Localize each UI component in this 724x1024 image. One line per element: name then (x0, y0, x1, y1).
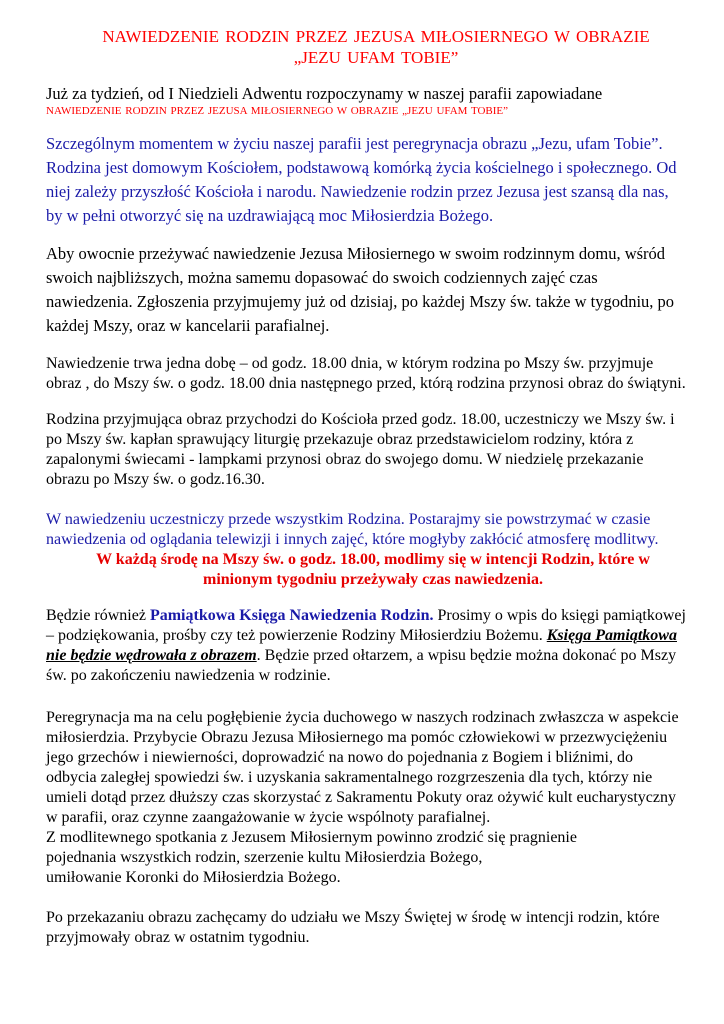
paragraph-closing: Po przekazaniu obrazu zachęcamy do udziału we Mszy Świętej w środę w intencji rodzin, które przyjmowały obraz w ostatnim tygodniu. (46, 909, 660, 946)
document-title (46, 26, 686, 68)
paragraph-memorial-book (46, 606, 686, 686)
paragraph-peregrination: Szczególnym momentem w życiu naszej parafii jest peregrynacja obrazu „Jezu, ufam Tobie”. Rodzina jest domowym Kościołem, podstawową komórką życia kościelnego i społecznego. Od niej zależy przyszłość Kościoła i narodu. Nawiedzenie rodzin przez Jezusa jest szansą dla nas, by w pełni otworzyć się na uzdrawiającą moc Miłosierdzia Bożego. (46, 134, 677, 225)
wednesday-prayer-note (46, 550, 686, 590)
paragraph-registration: Aby owocnie przeżywać nawiedzenie Jezusa Miłosiernego w swoim rodzinnym domu, wśród swoich najbliższych, można samemu dopasować do swoich codziennych zajęć czas nawiedzenia. Zgłoszenia przyjmujemy już od dzisiaj, po każdej Mszy św. także w tygodniu, po każdej Mszy, oraz w kancelarii parafialnej. (46, 244, 675, 335)
memorial-book-location: . Będzie przed ołtarzem, a wpisu będzie można dokonać po Mszy św. po zakończeniu nawiedzenia w rodzinie. (46, 647, 677, 684)
memorial-book-notice: Księga Pamiątkowa nie będzie wędrowała z obrazem (46, 627, 677, 664)
intro-text: Już za tydzień, od I Niedzieli Adwentu rozpoczynamy w naszej parafii zapowiadane (46, 84, 603, 103)
wednesday-note-line-1: W każdą środę na Mszy św. o godz. 18.00, modlimy się w intencji Rodzin, które w (96, 551, 650, 568)
prayer-meeting-line-3: umiłowanie Koronki do Miłosierdzia Bożego. (46, 869, 341, 886)
title-line-1: NAWIEDZENIE RODZIN PRZEZ JEZUSA MIŁOSIERNEGO W OBRAZIE (102, 27, 650, 46)
memorial-book-title: Pamiątkowa Księga Nawiedzenia Rodzin. (149, 607, 434, 624)
paragraph-purpose: Peregrynacja ma na celu pogłębienie życia duchowego w naszych rodzinach zwłaszcza w aspekcie miłosierdzia. Przybycie Obrazu Jezusa Miłosiernego ma pomóc człowiekowi w przezwyciężeniu jego grzechów i niewierności, doprowadzić na nowo do pojednania z Bogiem i bliźnimi, do odbycia zaległej spowiedzi św. i uzyskania sakramentalnego rozgrzeszenia dla tych, którzy nie umieli dotąd przez dłuższy czas skorzystać z Sakramentu Pokuty oraz ożywić kult eucharystyczny w parafii, oraz czynne zaangażowanie w życie wspólnoty parafialnej. (46, 709, 679, 826)
memorial-book-request: Prosimy o wpis do księgi pamiątkowej – podziękowania, prośby czy też powierzenie Rodziny Miłosierdziu Bożemu. (46, 607, 686, 644)
paragraph-participation: W nawiedzeniu uczestniczy przede wszystkim Rodzina. Postarajmy sie powstrzymać w czasie nawiedzenia od oglądania telewizji i innych zajęć, które mogłyby zakłócić atmosferę modlitwy. (46, 511, 659, 548)
prayer-meeting-line-1: Z modlitewnego spotkania z Jezusem Miłosiernym powinno zrodzić się pragnienie (46, 829, 577, 846)
document-page (46, 22, 686, 948)
title-line-2: „JEZU UFAM TOBIE” (293, 48, 459, 67)
paragraph-duration: Nawiedzenie trwa jedna dobę – od godz. 18.00 dnia, w którym rodzina po Mszy św. przyjmuje obraz , do Mszy św. o godz. 18.00 dnia następnego przed, którą rodzina przynosi obraz do świątyni. (46, 355, 686, 392)
prayer-meeting-line-2: pojednania wszystkich rodzin, szerzenie kultu Miłosierdzia Bożego, (46, 849, 483, 866)
intro-red-heading: NAWIEDZENIE RODZIN PRZEZ JEZUSA MIŁOSIERNEGO W OBRAZIE „JEZU UFAM TOBIE” (46, 105, 509, 117)
memorial-book-intro: Będzie również (46, 607, 150, 624)
paragraph-procedure: Rodzina przyjmująca obraz przychodzi do Kościoła przed godz. 18.00, uczestniczy we Mszy św. i po Mszy św. kapłan sprawujący liturgię przekazuje obraz przedstawicielom rodziny, która z zapalonymi świecami - lampkami przynosi obraz do swojego domu. W niedzielę przekazanie obrazu po Mszy św. o godz.16.30. (46, 411, 675, 488)
wednesday-note-line-2: minionym tygodniu przeżywały czas nawiedzenia. (203, 571, 543, 588)
paragraph-prayer-meeting (46, 828, 686, 888)
